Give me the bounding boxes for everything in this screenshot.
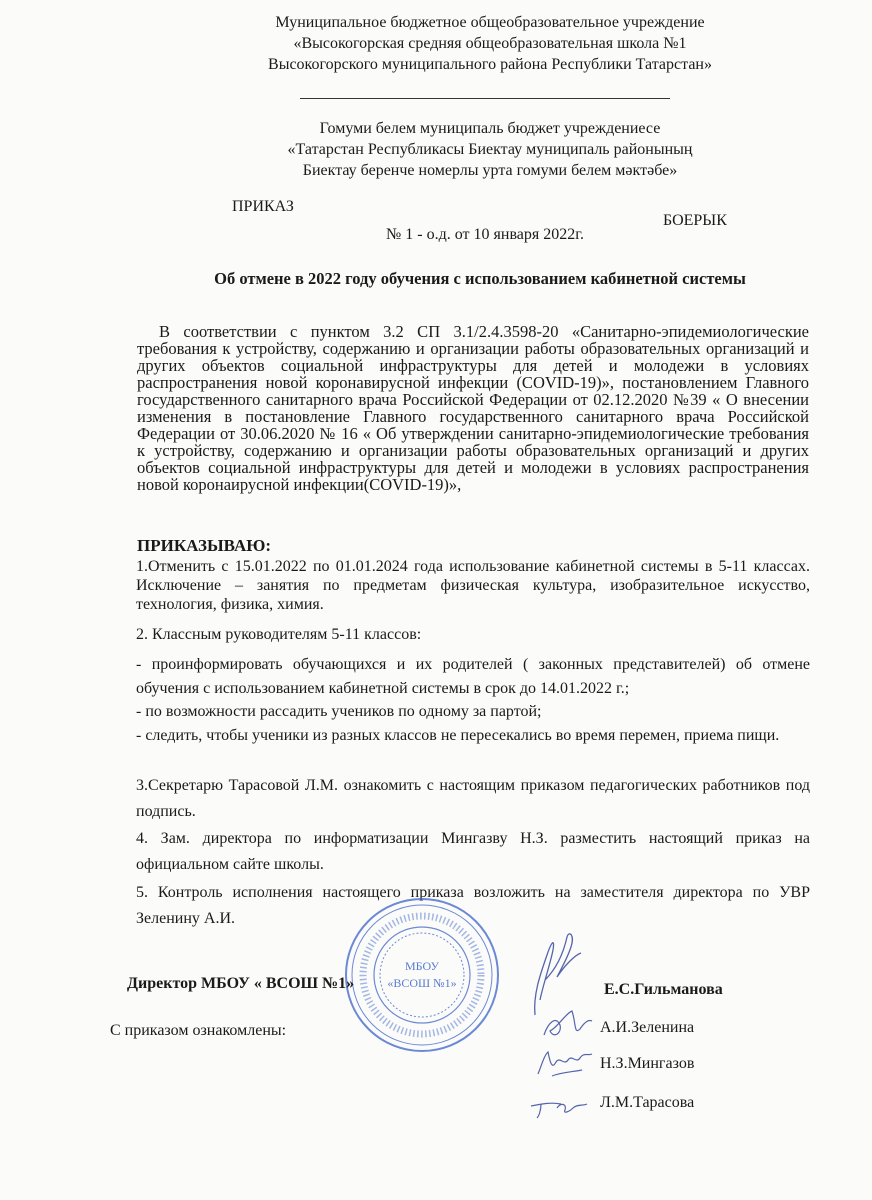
name-mingazov: Н.З.Мингазов — [600, 1055, 695, 1072]
signature-mingazov — [532, 1042, 596, 1082]
stamp-text-band — [363, 916, 481, 1034]
item-5: 5. Контроль исполнения настоящего приказа возложить на заместителя директора по УВР Зеленину А.И. — [136, 884, 810, 927]
item-2a: - проинформировать обучающихся и их родителей ( законных представителей) об отмене обучения с использованием кабинетной системы в срок до 14.01.2022 г.; — [136, 656, 810, 697]
stamp-center-line-1: МБОУ — [405, 959, 439, 973]
acquainted-label: С приказом ознакомлены: — [110, 1022, 287, 1039]
director-title: Директор МБОУ « ВСОШ №1» — [127, 975, 355, 992]
header-ru-line-3: Высокогорского муниципального района Республики Татарстан» — [268, 56, 712, 73]
item-3: 3.Секретарю Тарасовой Л.М. ознакомить с настоящим приказом педагогических работников под подпись. — [136, 777, 810, 820]
document-title: Об отмене в 2022 году обучения с использованием кабинетной системы — [214, 269, 746, 288]
stamp-center-line-2: «ВСОШ №1» — [387, 976, 457, 990]
header-tt-line-2: «Татарстан Республикасы Биектау муниципаль районының — [287, 141, 693, 158]
item-1: 1.Отменить с 15.01.2022 по 01.01.2024 года использование кабинетной системы в 5-11 классах. Исключение – занятия по предметам физическая культура, изобразительное искусство, технология, физика, химия. — [136, 558, 810, 613]
item-2: 2. Классным руководителям 5-11 классов: — [136, 626, 422, 643]
signature-zelenina — [536, 1005, 596, 1045]
header-divider — [300, 98, 670, 99]
stamp-inner-dashed-ring — [380, 933, 464, 1017]
prikaz-label: ПРИКАЗ — [232, 198, 294, 215]
school-header-tatar — [240, 118, 740, 181]
stamp-ring — [352, 905, 492, 1045]
item-4: 4. Зам. директора по информатизации Мингазву Н.З. разместить настоящий приказ на официальном сайте школы. — [136, 830, 810, 873]
school-header-russian — [240, 12, 740, 75]
order-number: № 1 - о.д. от 10 января 2022г. — [386, 226, 584, 243]
header-tt-line-1: Гомуми белем муниципаль бюджет учреждениесе — [319, 120, 661, 137]
signature-tarasova — [527, 1082, 597, 1122]
name-zelenina: А.И.Зеленина — [600, 1019, 695, 1036]
preamble-text: В соответствии с пунктом 3.2 СП 3.1/2.4.3598-20 «Санитарно-эпидемиологические требования к устройству, содержанию и организации работы образовательных организаций и других объектов социальной инфраструктуры для детей и молодежи в условиях распространения новой коронавирусной инфекции (COVID-19)», постановлением Главного государственного санитарного врача Российской Федерации от 02.12.2020 №39 « О внесении изменения в постановление Главного государственного санитарного врача Российской Федерации от 30.06.2020 № 16 « Об утверждении санитарно-эпидемиологические требования к устройству, содержанию и организации работы образовательных организаций и других объектов социальной инфраструктуры для детей и молодежи в условиях распространения новой коронаирусной инфекции(COVID-19)», — [137, 322, 809, 494]
name-tarasova: Л.М.Тарасова — [600, 1094, 695, 1111]
stamp-inner-ring — [374, 927, 470, 1023]
header-ru-line-1: Муниципальное бюджетное общеобразовательное учреждение — [275, 14, 705, 31]
director-name: Е.С.Гильманова — [604, 981, 723, 998]
header-ru-line-2: «Высокогорская средняя общеобразовательная школа №1 — [293, 35, 687, 52]
prikazyvayu-heading: ПРИКАЗЫВАЮ: — [137, 536, 272, 555]
item-2c: - следить, чтобы ученики из разных классов не пересекались во время перемен, приема пищи. — [136, 727, 780, 744]
item-2b: - по возможности рассадить учеников по одному за партой; — [136, 703, 542, 720]
boeryk-label: БОЕРЫК — [663, 212, 727, 229]
header-tt-line-3: Биектау беренче номерлы урта гомуми белем мәктәбе» — [302, 162, 678, 179]
stamp-outer-ring — [346, 899, 498, 1051]
school-stamp — [340, 895, 505, 1055]
